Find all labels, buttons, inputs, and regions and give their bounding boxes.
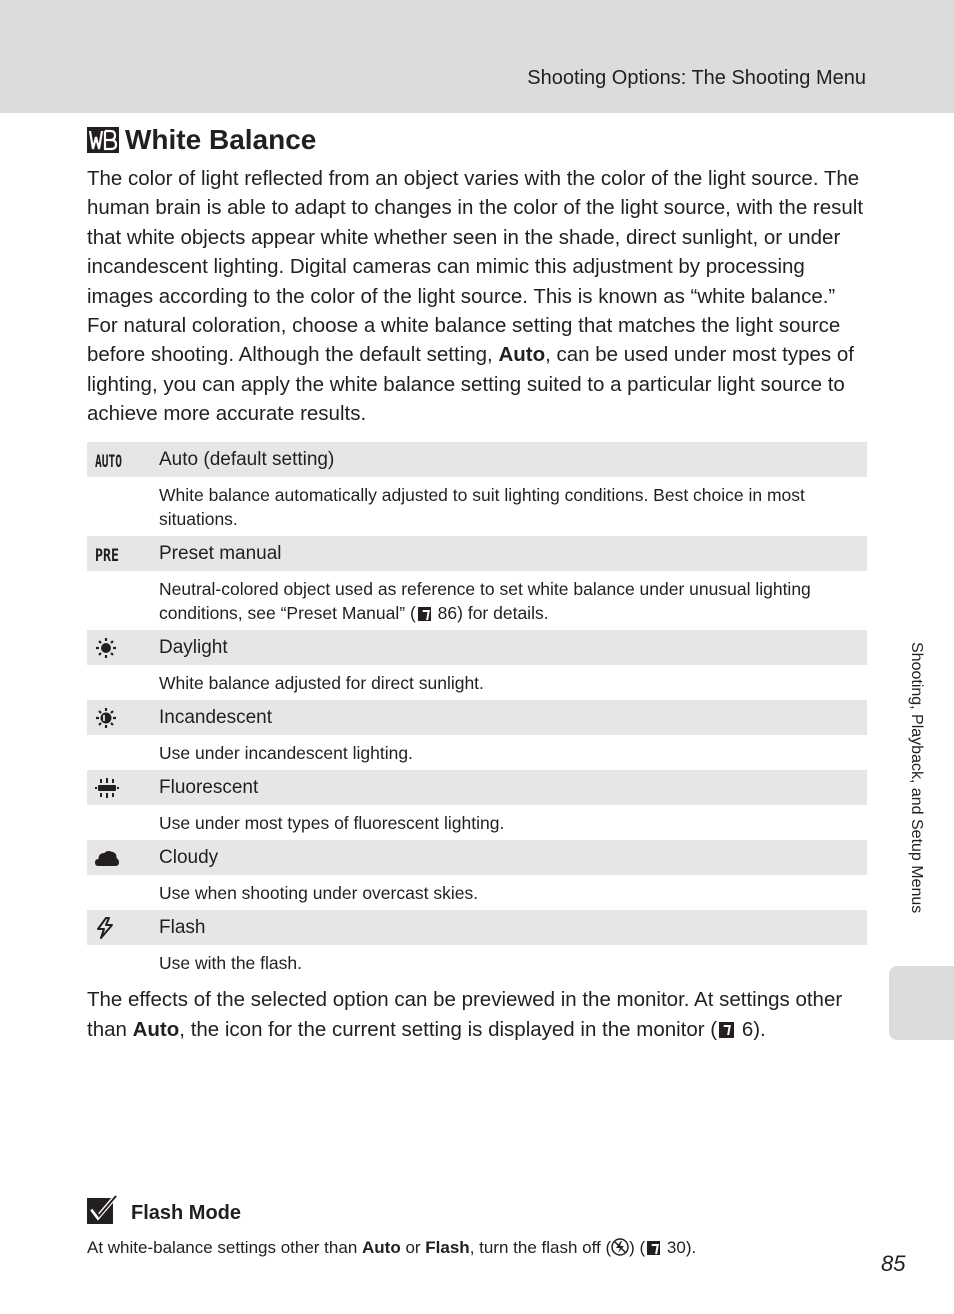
option-row-incandescent	[87, 700, 867, 735]
option-row-cloudy	[87, 840, 867, 875]
section-title: White Balance	[125, 124, 317, 155]
side-section-tab	[889, 966, 954, 1040]
option-row-preset-manual	[87, 536, 867, 571]
check-box-icon	[87, 1196, 117, 1230]
intro-paragraph	[87, 164, 869, 429]
option-row-flash	[87, 910, 867, 945]
cloudy-icon	[87, 848, 159, 868]
option-row-daylight	[87, 630, 867, 665]
preset-manual-icon	[87, 544, 159, 564]
running-header: Shooting Options: The Shooting Menu	[527, 67, 866, 89]
page-reference-icon	[418, 607, 431, 621]
note-title: Flash Mode	[131, 1201, 242, 1224]
outro-text-mid: , the icon for the current setting is displayed in the monitor (	[179, 1018, 718, 1041]
page-reference-number: 30	[666, 1238, 686, 1257]
outro-bold-auto: Auto	[132, 1018, 180, 1041]
flash-icon	[87, 917, 159, 939]
fluorescent-icon	[87, 777, 159, 799]
auto-wb-icon	[87, 450, 159, 470]
white-balance-icon	[87, 127, 119, 153]
white-balance-options-table	[87, 442, 867, 980]
section-heading	[87, 124, 316, 156]
page-reference-number: 86	[437, 602, 458, 623]
option-label: Cloudy	[159, 846, 219, 868]
header-band	[0, 0, 954, 113]
intro-text-end: , can be used under most types of lighting, you can apply the white balance setting suited to a particular light source to achieve more accurate results.	[87, 343, 854, 426]
desc-text-end: ) for details.	[457, 602, 549, 623]
note-heading	[87, 1196, 241, 1230]
page-reference-number: 6	[741, 1018, 754, 1041]
option-label: Preset manual	[159, 542, 282, 564]
svg-text:PRE: PRE	[95, 545, 119, 566]
option-description: Use with the flash.	[159, 952, 302, 973]
note-bold-flash: Flash	[425, 1238, 470, 1257]
option-label: Incandescent	[159, 706, 273, 728]
option-label: Daylight	[159, 636, 228, 658]
option-description: Use under incandescent lighting.	[159, 742, 413, 763]
option-label: Flash	[159, 916, 206, 938]
intro-bold-auto: Auto	[498, 343, 546, 367]
note-text: At white-balance settings other than Auto or Flash, turn the flash off ( ) ( 30).	[87, 1238, 697, 1257]
option-row-fluorescent	[87, 770, 867, 805]
outro-text-end: ).	[753, 1018, 766, 1041]
option-label: Fluorescent	[159, 776, 259, 798]
outro-paragraph	[87, 985, 877, 1045]
desc-text: Neutral-colored object used as reference to set white balance under unusual lighting conditions, see “Preset Manual” (	[159, 578, 811, 623]
option-description	[87, 571, 867, 630]
page-reference-icon	[719, 1022, 734, 1038]
option-description: White balance automatically adjusted to suit lighting conditions. Best choice in most situations.	[159, 484, 805, 529]
option-label: Auto (default setting)	[159, 448, 335, 470]
page-number: 85	[881, 1251, 906, 1276]
option-description: Use under most types of fluorescent lighting.	[159, 812, 505, 833]
flash-off-icon	[611, 1238, 629, 1257]
note-bold-auto: Auto	[362, 1238, 401, 1257]
incandescent-icon	[87, 707, 159, 729]
daylight-icon	[87, 637, 159, 659]
page-reference-icon	[647, 1241, 660, 1255]
outro-text: The effects of the selected option can be previewed in the monitor. At settings other than	[87, 988, 843, 1041]
intro-text: The color of light reflected from an object varies with the color of the light source. The human brain is able to adapt to changes in the color of the light source, with the result that white objects appear white whether seen in the shade, direct sunlight, or under incandescent lighting. Digital cameras can mimic this adjustment by processing images according to the color of the light source. This is known as “white balance.” For natural coloration, choose a white balance setting that matches the light source before shooting. Although the default setting,	[87, 167, 864, 367]
svg-text:AUTO: AUTO	[95, 451, 122, 472]
option-description: White balance adjusted for direct sunlight.	[159, 672, 484, 693]
option-description: Use when shooting under overcast skies.	[159, 882, 479, 903]
option-row-auto	[87, 442, 867, 477]
side-section-label: Shooting, Playback, and Setup Menus	[908, 642, 925, 914]
